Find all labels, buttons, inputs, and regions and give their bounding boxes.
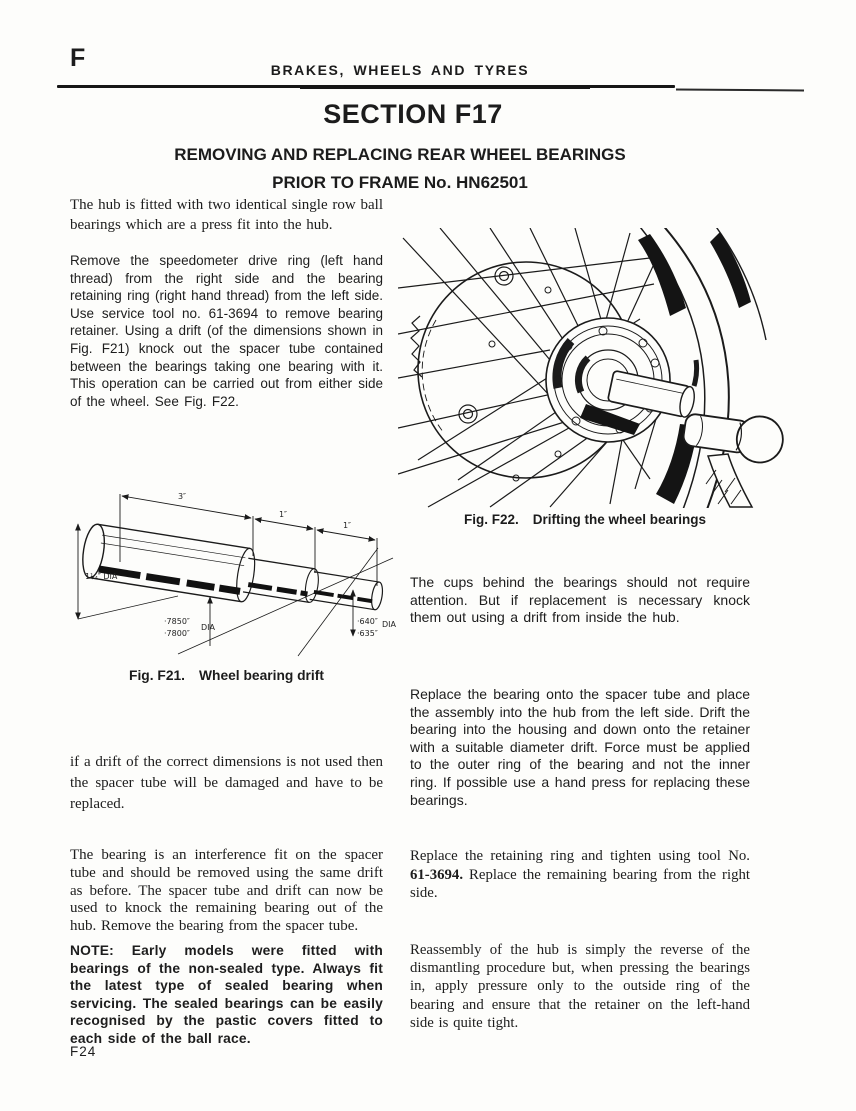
fig21-dim-dia-large: 1¼″ DIA (85, 572, 118, 581)
fig-f22-caption-label: Fig. F22. (463, 512, 519, 527)
fig21-dim-dia-mid-suffix: DIA (201, 623, 215, 632)
fig21-dim-1in-a: 1″ (278, 510, 288, 519)
fig21-dim-dia-small-bottom: ·635″ (357, 629, 378, 638)
para-hub-intro: The hub is fitted with two identical single row ball bearings which are a press fit into the hub. (70, 197, 383, 233)
para-cups: The cups behind the bearings should not require attention. But if replacement is necessary knock them out using a drift from inside the hub. (410, 574, 750, 626)
para-remove-procedure: Remove the speedometer drive ring (left hand thread) from the right side and the bearing retaining ring (right hand thread) from the left side. Use service tool no. 61-3694 to remove bearing retainer. Using a drift (of the dimensions shown in Fig. F21) knock out the spacer tube contained between the bearings taking one bearing with it. This operation can be carried out from either side of the wheel. See Fig. F22. (70, 253, 383, 409)
header-rule-fragment-right (676, 89, 804, 92)
fig21-dim-3in: 3″ (177, 492, 187, 501)
para-interference-fit: The bearing is an interference fit on the spacer tube and should be removed using the same drift as before. The spacer tube and drift can now be used to knock the remaining bearing out of the hub. Remove the bearing from the spacer tube. (70, 847, 383, 935)
retaining-ring-text-pre: Replace the retaining ring and tighten using tool No. (410, 848, 750, 864)
fig21-dim-dia-mid-bottom: ·7800″ (164, 629, 190, 638)
fig21-dim-dia-small-top: ·640″ (357, 617, 378, 626)
fig21-dim-dia-small-suffix: DIA (382, 620, 396, 629)
fig21-dim-1in-b: 1″ (342, 521, 352, 530)
retaining-ring-text-post: Replace the remaining bearing from the right side. (410, 866, 750, 902)
fig-f21-caption (70, 668, 383, 683)
header-rule-fragment (300, 88, 590, 89)
section-tab-letter: F (70, 44, 87, 72)
para-replace-bearing: Replace the bearing onto the spacer tube and place the assembly into the hub from the left side. Drift the bearing into the housing and down onto the retainer with a suitable diameter drift. Force must be applied to the outer ring of the bearing and not the inner ring. If possible use a hand press for replacing these bearings. (410, 686, 750, 808)
fig-f22-caption-text: Drifting the wheel bearings (532, 512, 707, 527)
fig-f22-caption (420, 512, 750, 527)
fig21-dim-dia-mid-top: ·7850″ (164, 617, 190, 626)
fig-f21-caption-label: Fig. F21. (129, 668, 185, 683)
para-drift-warning: if a drift of the correct dimensions is not used then the spacer tube will be damaged and have to be replaced. (70, 754, 383, 812)
page-title: SECTION F17 (323, 99, 503, 129)
fig-f21-drawing (60, 466, 398, 664)
heading-line-1: REMOVING AND REPLACING REAR WHEEL BEARINGS (174, 145, 626, 164)
heading-line-2: PRIOR TO FRAME No. HN62501 (272, 173, 528, 192)
page-number: F24 (70, 1044, 97, 1059)
para-reassembly: Reassembly of the hub is simply the reverse of the dismantling procedure but, when pressing the bearings in, apply pressure only to the outside ring of the bearing and ensure that the retainer on the left-hand side is quite tight. (410, 942, 750, 1031)
fig-f21-caption-text: Wheel bearing drift (199, 668, 324, 683)
fig-f22-illustration (398, 228, 788, 508)
running-header: BRAKES, WHEELS AND TYRES (270, 62, 530, 78)
para-retaining-ring (410, 847, 750, 903)
para-note-sealed-bearings: NOTE: Early models were fitted with bearings of the non-sealed type. Always fit the latest type of sealed bearing when servicing. The sealed bearings can be easily recognised by the pastic covers fitted to each side of the ball race. (70, 943, 383, 1046)
retaining-ring-tool-number: 61-3694. (410, 866, 464, 883)
